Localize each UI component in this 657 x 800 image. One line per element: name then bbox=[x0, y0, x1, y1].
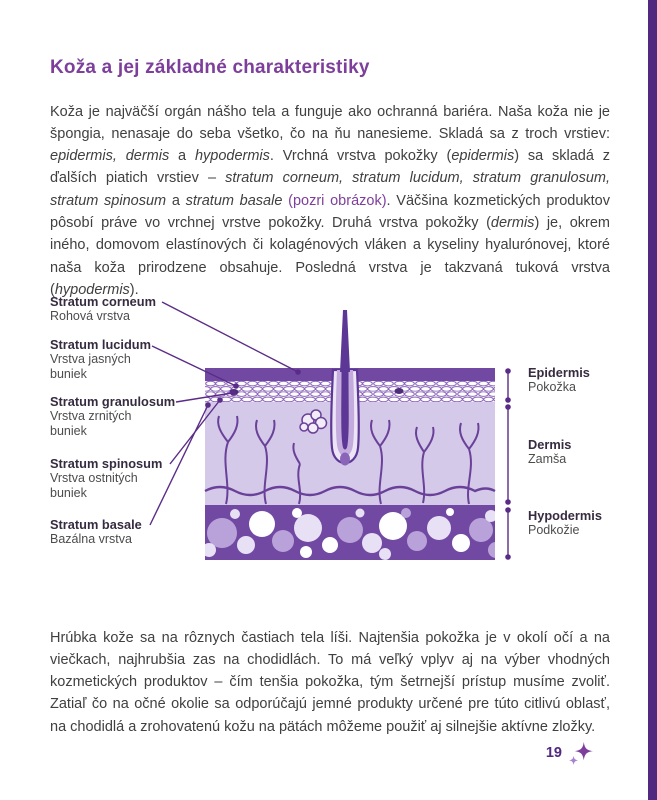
granule-cell bbox=[395, 388, 404, 394]
page-title: Koža a jej základné charakteristiky bbox=[50, 56, 370, 78]
label-name: Stratum spinosum bbox=[50, 456, 163, 471]
label-name: Epidermis bbox=[528, 365, 590, 380]
label-name: Stratum lucidum bbox=[50, 337, 151, 352]
closing-paragraph: Hrúbka kože sa na rôznych častiach tela líši. Najtenšia pokožka je v okolí očí a na viečkach, najhrubšia zas na chodidlách. To má veľký vplyv aj na výber vhodných kozmetických produktov – čím tenšia pokožka, tým šetrnejší prístup musíme zvoliť. Zatiaľ čo na očné okolie sa odporúčajú jemné produkty určené pre túto citlivú oblasť, na chodidlá a zrohovatenú kožu na pätách môžeme použiť aj silnejšie aktívne zložky. bbox=[50, 629, 610, 735]
label-name: Stratum basale bbox=[50, 517, 142, 532]
layer-brackets bbox=[505, 368, 511, 560]
label-desc: Vrstva ostnitých buniek bbox=[50, 471, 138, 500]
label-desc: Vrstva jasných buniek bbox=[50, 352, 131, 381]
label-stratum-lucidum bbox=[50, 338, 155, 381]
label-desc: Bazálna vrstva bbox=[50, 532, 132, 546]
hair-follicle bbox=[331, 310, 359, 466]
label-name: Stratum granulosum bbox=[50, 394, 176, 409]
label-desc: Vrstva zrnitých buniek bbox=[50, 409, 132, 438]
label-desc: Rohová vrstva bbox=[50, 309, 130, 323]
label-stratum-spinosum bbox=[50, 456, 163, 500]
label-stratum-corneum bbox=[50, 295, 155, 324]
label-desc: Podkožie bbox=[528, 523, 580, 537]
page-number: 19 bbox=[545, 745, 562, 761]
label-name: Hypodermis bbox=[528, 508, 602, 523]
page-edge-bar bbox=[648, 0, 657, 800]
label-stratum-granulosum bbox=[50, 394, 176, 438]
label-epidermis bbox=[528, 366, 610, 395]
page-footer bbox=[50, 740, 610, 766]
hair-shaft bbox=[340, 310, 350, 372]
skin-diagram bbox=[50, 292, 610, 604]
label-name: Stratum corneum bbox=[50, 294, 156, 309]
label-name: Dermis bbox=[528, 437, 572, 452]
label-dermis bbox=[528, 438, 610, 467]
label-desc: Zamša bbox=[528, 452, 567, 466]
intro-paragraph: Koža je najväčší orgán nášho tela a funguje ako ochranná bariéra. Naša koža nie je špongia, nenasaje do seba všetko, čo na ňu nanesieme. Skladá sa z troch vrstiev: epidermis, dermis a hypodermis. Vrchná vrstva pokožky (epidermis) sa skladá z ďalších piatich vrstiev – stratum corneum, stratum lucidum, stratum granulosum, stratum spinosum a stratum basale (pozri obrázok). Väčšina kozmetických produktov pôsobí práve vo vrchnej vrstve pokožky. Druhá vrstva pokožky (dermis) je, okrem iného, domovom elastínových či kolagénových vláken a kyseliny hyalurónovej, ktoré naša koža prirodzene obsahuje. Posledná vrstva je takzvaná tuková vrstva (hypodermis). bbox=[50, 103, 610, 298]
label-hypodermis bbox=[528, 509, 610, 538]
hypodermis-layer bbox=[202, 505, 504, 560]
label-desc: Pokožka bbox=[528, 380, 576, 394]
label-stratum-basale bbox=[50, 518, 155, 547]
sparkle-icon bbox=[568, 740, 594, 766]
